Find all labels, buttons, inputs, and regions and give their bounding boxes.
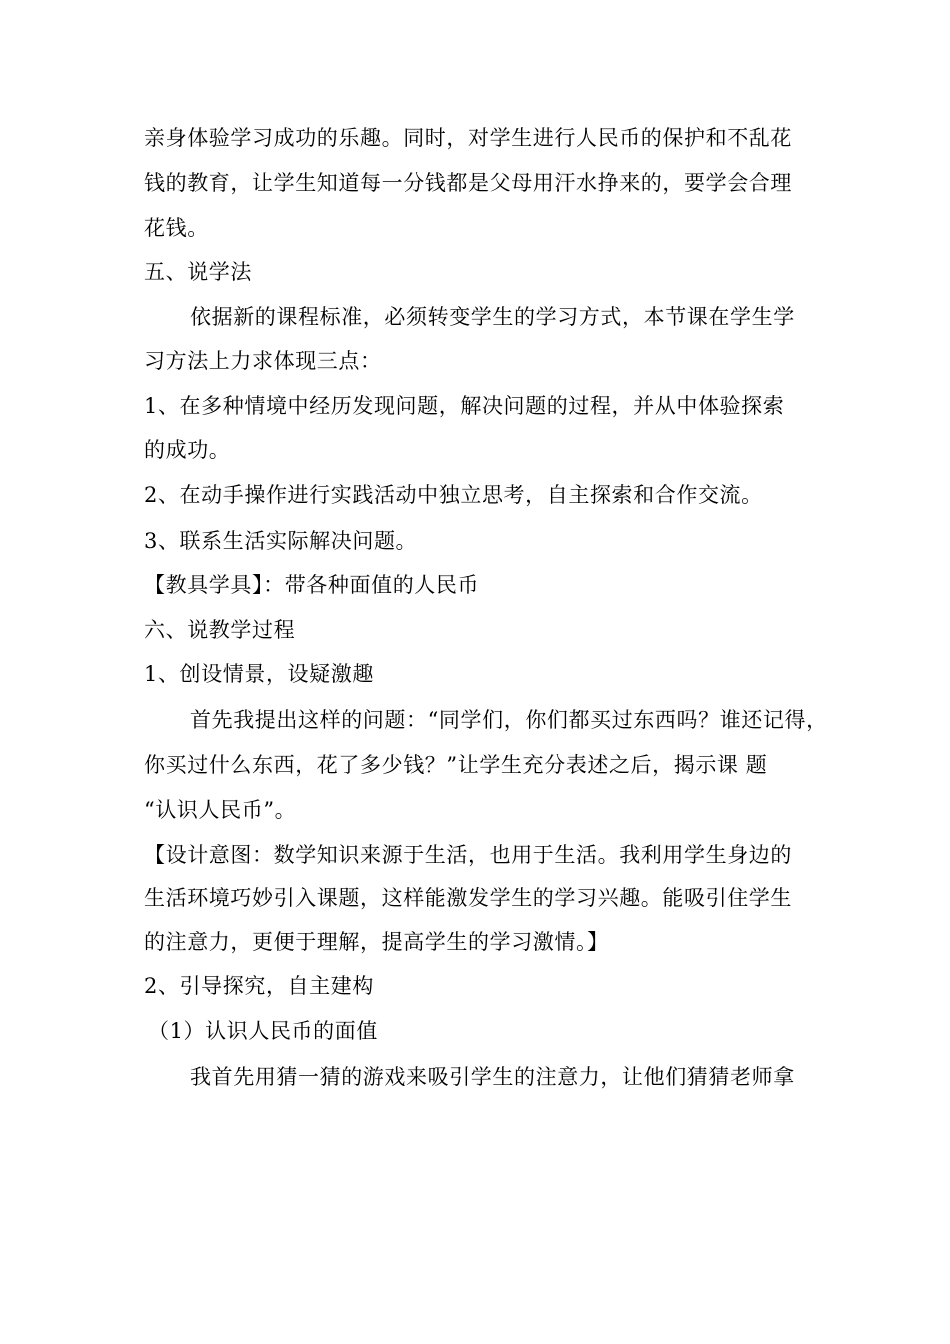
paragraph-line: 我首先用猜一猜的游戏来吸引学生的注意力，让他们猜猜老师拿 (190, 1065, 795, 1089)
list-item: 1、在多种情境中经历发现问题，解决问题的过程，并从中体验探索 (144, 394, 785, 418)
paragraph-line: 钱的教育，让学生知道每一分钱都是父母用汗水挣来的，要学会合理 (144, 171, 792, 195)
subsection-heading: （1）认识人民币的面值 (148, 1019, 378, 1043)
design-intent-line: 生活环境巧妙引入课题，这样能激发学生的学习兴趣。能吸引住学生 (144, 886, 792, 910)
list-item: 2、在动手操作进行实践活动中独立思考，自主探索和合作交流。 (144, 483, 763, 507)
subsection-heading: 1、创设情景，设疑激趣 (144, 662, 374, 686)
subsection-heading: 2、引导探究，自主建构 (144, 974, 374, 998)
paragraph-line: 习方法上力求体现三点： (144, 349, 382, 373)
paragraph-line: 你买过什么东西，花了多少钱？”让学生充分表述之后，揭示课 题 (144, 753, 768, 777)
teaching-tools-line: 【教具学具】：带各种面值的人民币 (144, 573, 480, 597)
paragraph-line: 依据新的课程标准，必须转变学生的学习方式，本节课在学生学 (190, 305, 795, 329)
design-intent-line: 【设计意图：数学知识来源于生活，也用于生活。我利用学生身边的 (144, 843, 792, 867)
list-item: 3、联系生活实际解决问题。 (144, 529, 418, 553)
paragraph-line: “认识人民币”。 (144, 798, 297, 822)
section-heading: 五、说学法 (144, 260, 252, 284)
section-heading: 六、说教学过程 (144, 618, 296, 642)
paragraph-line: 的成功。 (144, 438, 231, 462)
paragraph-line: 花钱。 (144, 216, 209, 240)
paragraph-line: 首先我提出这样的问题：“同学们，你们都买过东西吗？谁还记得， (190, 708, 828, 732)
paragraph-line: 亲身体验学习成功的乐趣。同时，对学生进行人民币的保护和不乱花 (144, 126, 792, 150)
design-intent-line: 的注意力，更便于理解，提高学生的学习激情。】 (144, 930, 609, 954)
